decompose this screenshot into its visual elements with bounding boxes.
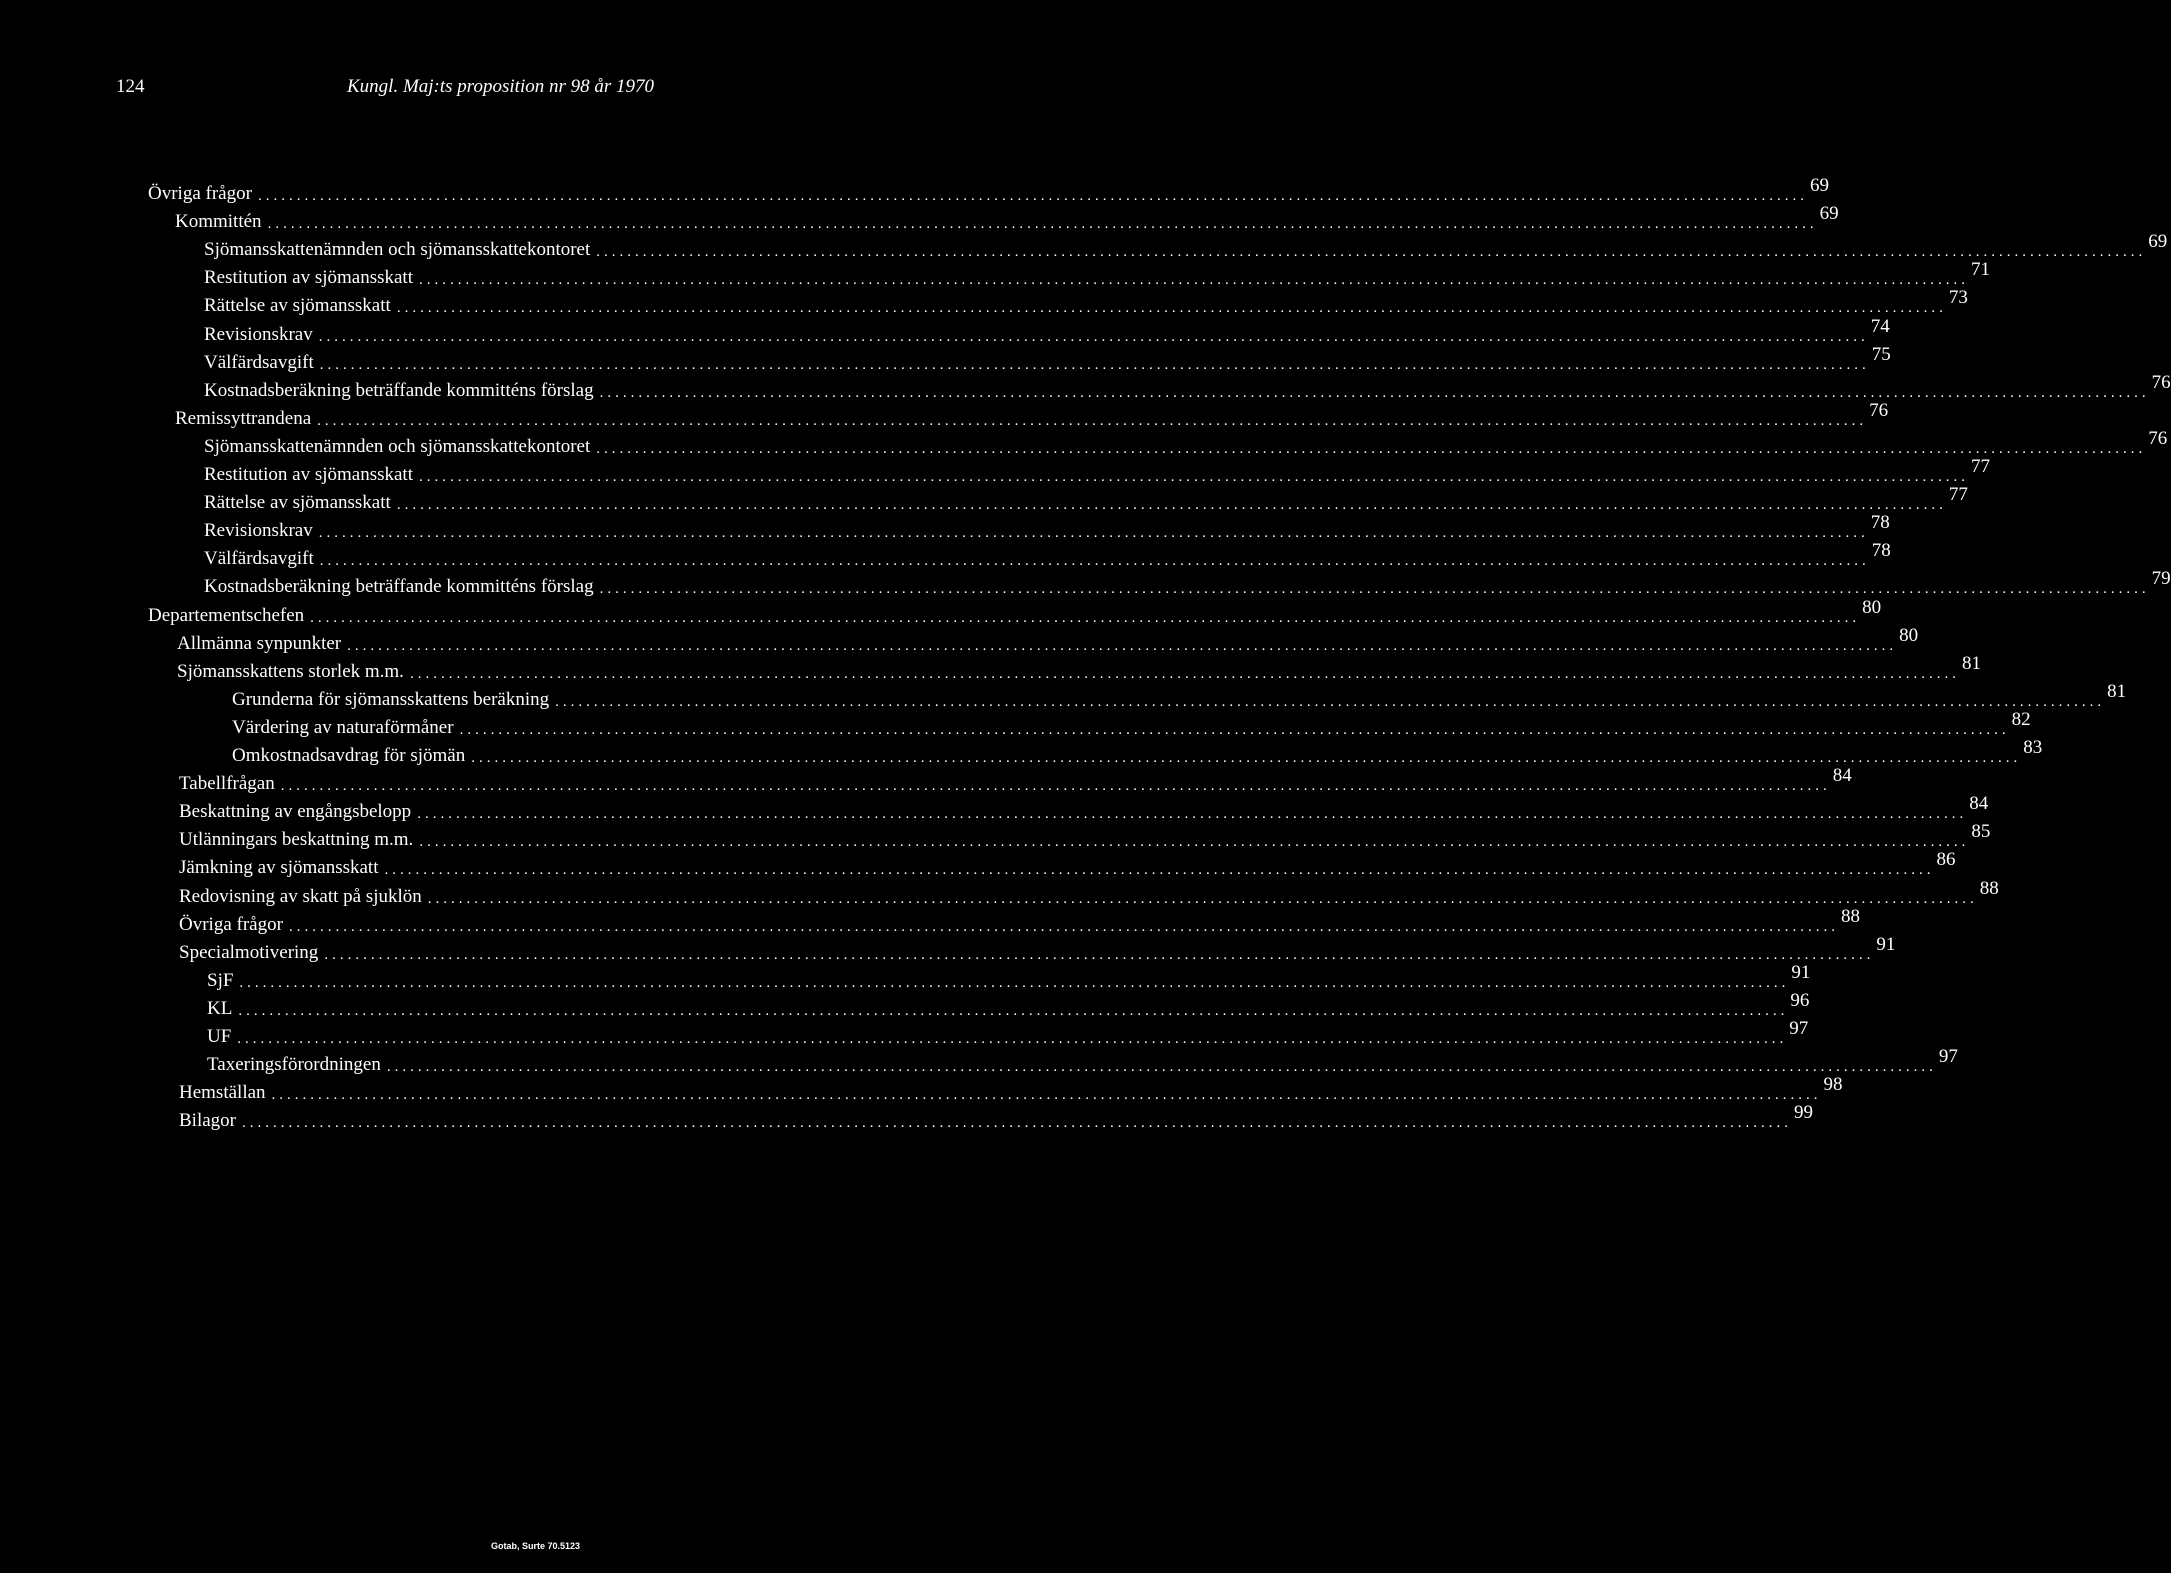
dot-leader: ........................................................................................................................................................................................................ <box>419 834 1970 850</box>
toc-entry-title: Beskattning av engångsbelopp <box>179 801 412 822</box>
dot-leader: ........................................................................................................................................................................................................ <box>288 919 1839 935</box>
toc-entry-title: Kostnadsberäkning beträffande kommitténs förslag <box>204 576 594 597</box>
toc-entry <box>177 653 1981 686</box>
toc-entry-page: 76 <box>2148 428 2168 449</box>
toc-entry-title: Revisionskrav <box>204 520 313 541</box>
toc-entry-page: 78 <box>1870 512 1890 533</box>
dot-leader: ........................................................................................................................................................................................................ <box>242 1115 1792 1131</box>
toc-entry-page: 77 <box>1971 456 1990 477</box>
toc-entry-title: Välfärdsavgift <box>204 548 314 569</box>
dot-leader: ........................................................................................................................................................................................................ <box>599 581 2150 597</box>
toc-entry-page: 88 <box>1979 878 1999 899</box>
toc-entry-title: Jämkning av sjömansskatt <box>179 857 379 878</box>
dot-leader: ........................................................................................................................................................................................................ <box>419 272 1969 288</box>
toc-entry-page: 69 <box>2148 231 2168 252</box>
dot-leader: ........................................................................................................................................................................................................ <box>319 357 1870 373</box>
dot-leader: ........................................................................................................................................................................................................ <box>419 469 1969 485</box>
toc-entry-page: 80 <box>1862 597 1882 618</box>
toc-entry <box>179 934 1896 967</box>
toc-entry <box>204 428 2168 461</box>
dot-leader: ........................................................................................................................................................................................................ <box>599 385 2150 401</box>
toc-entry-title: Övriga frågor <box>179 914 283 935</box>
toc-entry-page: 91 <box>1876 934 1896 955</box>
toc-entry <box>179 1074 1843 1107</box>
toc-entry <box>204 316 1890 349</box>
toc-entry <box>177 625 1919 658</box>
dot-leader: ........................................................................................................................................................................................................ <box>317 413 1868 429</box>
toc-entry-page: 69 <box>1819 203 1839 224</box>
toc-entry <box>204 231 2168 264</box>
toc-entry-title: Utlänningars beskattning m.m. <box>179 829 414 850</box>
page-header <box>0 72 1024 102</box>
toc-entry <box>207 990 1810 1023</box>
toc-entry <box>207 962 1811 995</box>
running-title: Kungl. Maj:ts proposition nr 98 år 1970 <box>347 76 655 97</box>
toc-entry-page: 97 <box>1938 1046 1958 1067</box>
dot-leader: ........................................................................................................................................................................................................ <box>318 329 1869 345</box>
dot-leader: ........................................................................................................................................................................................................ <box>271 1087 1822 1103</box>
toc-entry-title: Kommittén <box>175 211 262 232</box>
toc-entry <box>204 287 1968 320</box>
toc-entry-title: Allmänna synpunkter <box>177 633 342 654</box>
page-number: 124 <box>116 76 145 97</box>
dot-leader: ........................................................................................................................................................................................................ <box>347 638 1898 654</box>
dot-leader: ........................................................................................................................................................................................................ <box>409 666 1960 682</box>
toc-entry-page: 69 <box>1809 175 1829 196</box>
dot-leader: ........................................................................................................................................................................................................ <box>267 216 1818 232</box>
dot-leader: ........................................................................................................................................................................................................ <box>596 441 2147 457</box>
toc-entry-title: Bilagor <box>179 1110 236 1131</box>
dot-leader: ........................................................................................................................................................................................................ <box>237 1031 1788 1047</box>
dot-leader: ........................................................................................................................................................................................................ <box>596 244 2147 260</box>
toc-entry <box>175 400 1889 433</box>
toc-entry-page: 78 <box>1871 540 1891 561</box>
toc-entry-page: 96 <box>1790 990 1810 1011</box>
toc-entry-title: Specialmotivering <box>179 942 319 963</box>
toc-entry <box>204 372 2171 405</box>
toc-entry <box>204 259 1990 292</box>
toc-entry-title: SjF <box>207 970 234 991</box>
printer-imprint: Gotab, Surte 70.5123 <box>491 1541 581 1551</box>
toc-entry-page: 99 <box>1794 1102 1813 1123</box>
dot-leader: ........................................................................................................................................................................................................ <box>555 694 2106 710</box>
toc-entry-title: Taxeringsförordningen <box>207 1054 381 1075</box>
toc-entry-title: Hemställan <box>179 1082 266 1103</box>
toc-entry-title: UF <box>207 1026 232 1047</box>
toc-entry <box>204 568 2171 601</box>
toc-entry <box>204 484 1968 517</box>
dot-leader: ........................................................................................................................................................................................................ <box>384 862 1935 878</box>
toc-entry-title: Remissyttrandena <box>175 408 312 429</box>
toc-entry-page: 84 <box>1969 793 1989 814</box>
toc-entry-page: 97 <box>1789 1018 1809 1039</box>
toc-entry <box>204 512 1890 545</box>
toc-entry <box>232 681 2127 714</box>
toc-entry <box>148 175 1829 208</box>
dot-leader: ........................................................................................................................................................................................................ <box>324 947 1875 963</box>
toc-entry <box>179 878 1999 911</box>
toc-entry-page: 85 <box>1971 821 1991 842</box>
dot-leader: ........................................................................................................................................................................................................ <box>471 750 2022 766</box>
toc-entry-page: 79 <box>2151 568 2171 589</box>
toc-entry-title: Grunderna för sjömansskattens beräkning <box>232 689 550 710</box>
toc-entry <box>232 709 2031 742</box>
dot-leader: ........................................................................................................................................................................................................ <box>280 778 1831 794</box>
toc-entry-title: Rättelse av sjömansskatt <box>204 492 391 513</box>
dot-leader: ........................................................................................................................................................................................................ <box>238 1003 1789 1019</box>
toc-entry-title: Redovisning av skatt på sjuklön <box>179 886 422 907</box>
toc-entry-title: Sjömansskattens storlek m.m. <box>177 661 404 682</box>
dot-leader: ........................................................................................................................................................................................................ <box>427 891 1978 907</box>
toc-entry-page: 83 <box>2023 737 2043 758</box>
toc-entry <box>179 793 1989 826</box>
toc-entry-title: Övriga frågor <box>148 183 252 204</box>
toc-entry-title: Restitution av sjömansskatt <box>204 464 413 485</box>
dot-leader: ........................................................................................................................................................................................................ <box>459 722 2010 738</box>
dot-leader: ........................................................................................................................................................................................................ <box>319 553 1870 569</box>
dot-leader: ........................................................................................................................................................................................................ <box>310 610 1861 626</box>
toc-entry-title: Välfärdsavgift <box>204 352 314 373</box>
toc-entry-page: 81 <box>1961 653 1981 674</box>
toc-entry <box>179 906 1860 939</box>
toc-entry-page: 74 <box>1870 316 1890 337</box>
toc-entry <box>204 540 1891 573</box>
dot-leader: ........................................................................................................................................................................................................ <box>386 1059 1937 1075</box>
toc-entry <box>148 597 1882 630</box>
toc-entry-page: 76 <box>2151 372 2171 393</box>
toc-entry-page: 77 <box>1948 484 1968 505</box>
toc-entry <box>207 1046 1958 1079</box>
toc-entry-page: 98 <box>1823 1074 1843 1095</box>
toc-entry <box>179 849 1956 882</box>
toc-entry-page: 81 <box>2107 681 2127 702</box>
toc-entry-page: 73 <box>1948 287 1968 308</box>
toc-entry <box>207 1018 1809 1051</box>
toc-entry-title: Tabellfrågan <box>179 773 275 794</box>
toc-entry-title: Rättelse av sjömansskatt <box>204 295 391 316</box>
toc-entry-title: Kostnadsberäkning beträffande kommitténs förslag <box>204 380 594 401</box>
dot-leader: ........................................................................................................................................................................................................ <box>257 188 1808 204</box>
toc-entry-title: Restitution av sjömansskatt <box>204 267 413 288</box>
toc-entry <box>179 765 1852 798</box>
toc-entry-title: Omkostnadsavdrag för sjömän <box>232 745 466 766</box>
toc-entry-title: Revisionskrav <box>204 324 313 345</box>
toc-entry <box>179 821 1991 854</box>
toc-entry-title: Värdering av naturaförmåner <box>232 717 454 738</box>
dot-leader: ........................................................................................................................................................................................................ <box>417 806 1968 822</box>
toc-entry-title: KL <box>207 998 233 1019</box>
toc-entry-page: 75 <box>1871 344 1891 365</box>
toc-entry <box>204 456 1990 489</box>
toc-entry-title: Sjömansskattenämnden och sjömansskattekontoret <box>204 239 591 260</box>
dot-leader: ........................................................................................................................................................................................................ <box>396 497 1947 513</box>
toc-entry-page: 91 <box>1791 962 1811 983</box>
toc-entry <box>204 344 1891 377</box>
dot-leader: ........................................................................................................................................................................................................ <box>239 975 1790 991</box>
toc-entry-page: 84 <box>1832 765 1852 786</box>
toc-entry <box>179 1102 1813 1135</box>
toc-entry-title: Sjömansskattenämnden och sjömansskattekontoret <box>204 436 591 457</box>
toc-entry-page: 71 <box>1971 259 1990 280</box>
toc-entry-page: 86 <box>1936 849 1956 870</box>
dot-leader: ........................................................................................................................................................................................................ <box>318 525 1869 541</box>
toc-entry-page: 76 <box>1869 400 1889 421</box>
dot-leader: ........................................................................................................................................................................................................ <box>396 300 1947 316</box>
toc-entry <box>175 203 1839 236</box>
toc-entry-page: 88 <box>1840 906 1860 927</box>
toc-entry-page: 82 <box>2011 709 2031 730</box>
toc-entry-page: 80 <box>1899 625 1919 646</box>
toc-entry-title: Departementschefen <box>148 605 305 626</box>
toc-entry <box>232 737 2043 770</box>
